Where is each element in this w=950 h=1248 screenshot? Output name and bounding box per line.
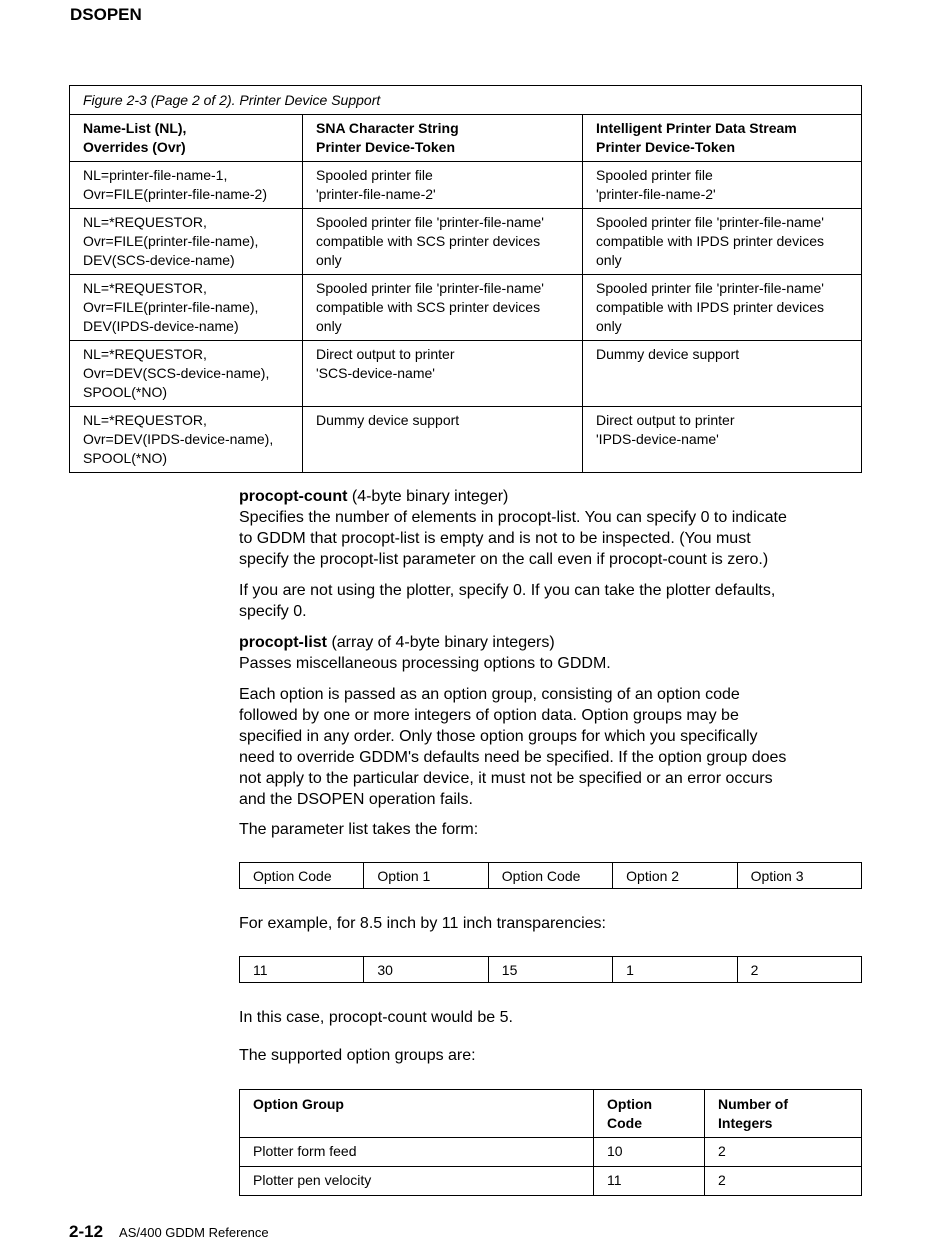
page-number: 2-12 (69, 1222, 104, 1241)
table-row (70, 209, 862, 275)
parameter-type: (array of 4-byte binary integers) (327, 634, 555, 651)
table-cell: Dummy device support (303, 407, 583, 473)
table-cell: 10 (594, 1138, 705, 1167)
column-header: Name-List (NL), Overrides (Ovr) (70, 115, 303, 162)
column-header: SNA Character String Printer Device-Token (303, 115, 583, 162)
table-row (70, 162, 862, 209)
procopt-list-definition (239, 632, 864, 810)
column-header: Number of Integers (705, 1090, 862, 1138)
table-cell: Option 1 (364, 863, 488, 889)
book-title: AS/400 GDDM Reference (119, 1225, 269, 1240)
table-cell: 15 (488, 957, 612, 983)
paragraph: The parameter list takes the form: (239, 821, 479, 838)
table-cell: Spooled printer file 'printer-file-name' compatible with SCS printer devices only (303, 275, 583, 341)
page-footer (69, 1222, 269, 1242)
table-cell: Direct output to printer 'SCS-device-name' (303, 341, 583, 407)
table-cell: NL=*REQUESTOR, Ovr=DEV(IPDS-device-name), SPOOL(*NO) (70, 407, 303, 473)
table-row (240, 863, 862, 889)
parameter-form-table (239, 862, 862, 889)
parameter-type: (4-byte binary integer) (347, 488, 509, 505)
table-cell: NL=*REQUESTOR, Ovr=FILE(printer-file-name), DEV(SCS-device-name) (70, 209, 303, 275)
parameter-term: procopt-list (239, 634, 327, 651)
table-cell: Spooled printer file 'printer-file-name-2' (583, 162, 862, 209)
table-cell: Spooled printer file 'printer-file-name' compatible with IPDS printer devices only (583, 275, 862, 341)
table-cell: Spooled printer file 'printer-file-name' compatible with IPDS printer devices only (583, 209, 862, 275)
table-row (240, 957, 862, 983)
table-cell: Option Code (488, 863, 612, 889)
printer-device-support-table (69, 85, 862, 473)
parameter-term: procopt-count (239, 488, 348, 505)
paragraph: The supported option groups are: (239, 1047, 476, 1064)
table-cell: Plotter form feed (240, 1138, 594, 1167)
paragraph: Each option is passed as an option group, consisting of an option code followed by one or more integers of option data. Option groups may be specified in any order. Only those option groups for which you specifically need to override GDDM's defaults need be specified. If the option group does not apply to the particular device, it must not be specified or an error occurs and the DSOPEN operation fails. (239, 686, 787, 808)
table-row (70, 275, 862, 341)
column-header: Option Code (594, 1090, 705, 1138)
table-cell: Option 2 (613, 863, 737, 889)
table-cell: 11 (240, 957, 364, 983)
figure-caption: Figure 2-3 (Page 2 of 2). Printer Device Support (70, 86, 862, 115)
table-cell: Plotter pen velocity (240, 1167, 594, 1196)
paragraph: For example, for 8.5 inch by 11 inch transparencies: (239, 915, 606, 932)
table-row (70, 407, 862, 473)
paragraph: Specifies the number of elements in procopt-list. You can specify 0 to indicate to GDDM that procopt-list is empty and is not to be inspected. (You must specify the procopt-list parameter on the call even if procopt-count is zero.) (239, 509, 787, 568)
table-cell: 2 (705, 1138, 862, 1167)
table-cell: 11 (594, 1167, 705, 1196)
table-cell: 2 (737, 957, 861, 983)
table-cell: Direct output to printer 'IPDS-device-name' (583, 407, 862, 473)
table-cell: Spooled printer file 'printer-file-name-2' (303, 162, 583, 209)
paragraph: Passes miscellaneous processing options to GDDM. (239, 655, 611, 672)
table-cell: NL=printer-file-name-1, Ovr=FILE(printer-file-name-2) (70, 162, 303, 209)
procopt-count-definition (239, 486, 864, 622)
table-cell: Option Code (240, 863, 364, 889)
table-cell: Dummy device support (583, 341, 862, 407)
option-groups-table (239, 1089, 862, 1196)
column-header: Intelligent Printer Data Stream Printer Device-Token (583, 115, 862, 162)
example-values-table (239, 956, 862, 983)
table-cell: NL=*REQUESTOR, Ovr=FILE(printer-file-name), DEV(IPDS-device-name) (70, 275, 303, 341)
table-cell: 1 (613, 957, 737, 983)
table-cell: NL=*REQUESTOR, Ovr=DEV(SCS-device-name), SPOOL(*NO) (70, 341, 303, 407)
running-header: DSOPEN (70, 5, 142, 24)
table-row (240, 1138, 862, 1167)
table-cell: 2 (705, 1167, 862, 1196)
table-cell: Option 3 (737, 863, 861, 889)
table-row (70, 341, 862, 407)
table-cell: Spooled printer file 'printer-file-name' compatible with SCS printer devices only (303, 209, 583, 275)
paragraph: If you are not using the plotter, specify 0. If you can take the plotter defaults, specify 0. (239, 582, 776, 620)
paragraph: In this case, procopt-count would be 5. (239, 1009, 513, 1026)
table-row (240, 1167, 862, 1196)
table-cell: 30 (364, 957, 488, 983)
column-header: Option Group (240, 1090, 594, 1138)
